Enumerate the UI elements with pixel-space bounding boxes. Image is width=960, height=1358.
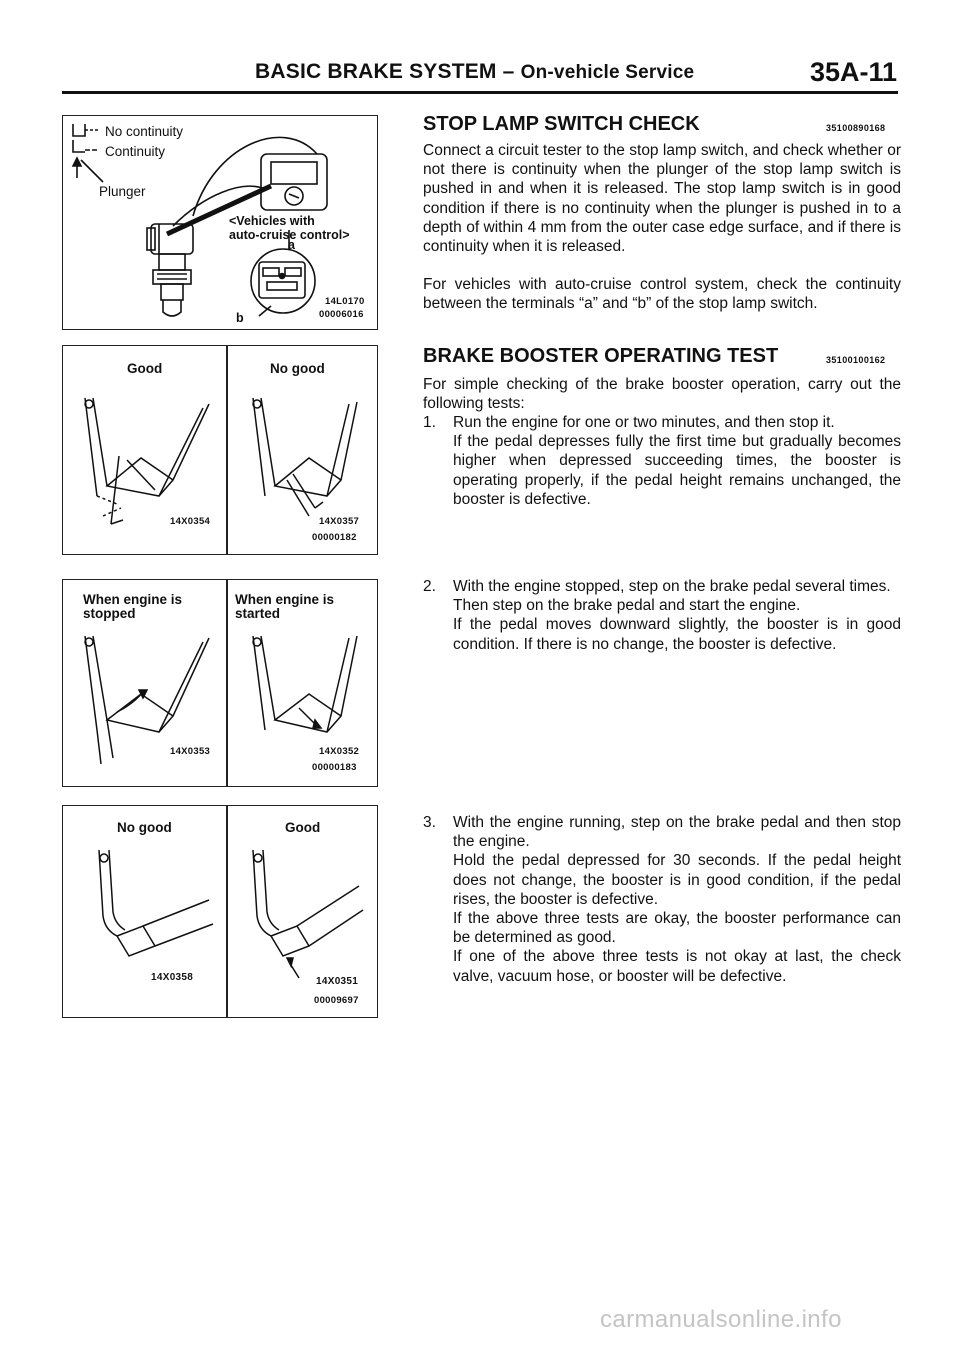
pedal3-right-code-2: 00009697 — [314, 995, 359, 1006]
legend-continuity: Continuity — [105, 144, 166, 159]
booster-heading: BRAKE BOOSTER OPERATING TEST — [423, 345, 779, 367]
step1-number: 1. — [423, 414, 436, 431]
step2-number: 2. — [423, 578, 436, 595]
stop-lamp-paragraph: Connect a circuit tester to the stop lamp switch, and check whether or not there is continuity when the plunger of the stop lamp switch is pushed in and when it is released. The stop lamp switch is in good condition if there is no continuity when the plunger is pushed in to a depth of within 4 mm from the outer case edge surface, and if there is continuity when it is released. — [423, 142, 901, 256]
pedal3-left-code: 14X0358 — [151, 972, 194, 983]
header-subtitle: On-vehicle Service — [520, 62, 695, 83]
step1-text — [453, 413, 901, 509]
terminal-a-label: a — [288, 238, 295, 252]
pedal2-right-label-2: started — [235, 606, 281, 621]
stop-lamp-paragraph-2: For vehicles with auto-cruise control system, check the continuity between the terminals “a” and “b” of the stop lamp switch. — [423, 276, 901, 313]
autocruise-label-line1: <Vehicles with — [229, 214, 315, 228]
pedal3-right-code: 14X0351 — [316, 976, 359, 987]
pedal2-left-label-2: stopped — [83, 606, 136, 621]
step2-text — [453, 577, 901, 654]
terminal-b-label: b — [236, 311, 244, 325]
watermark: carmanualsonline.info — [600, 1306, 842, 1333]
pedal3-left-label: No good — [117, 820, 172, 835]
stop-lamp-text-2 — [423, 275, 901, 313]
step3-a: With the engine running, step on the brake pedal and then stop the engine. — [453, 814, 901, 851]
pedal2-right-code-2: 00000183 — [312, 762, 357, 773]
header-title — [255, 60, 694, 84]
pedal1-right-code: 14X0357 — [319, 516, 360, 527]
page-number: 35A-11 — [810, 57, 898, 87]
autocruise-label-line2: auto-cruise control> — [229, 228, 350, 242]
legend-no-continuity: No continuity — [105, 124, 184, 139]
header-rule — [62, 91, 898, 94]
step2-a: With the engine stopped, step on the brake pedal several times. — [453, 578, 891, 595]
stop-lamp-text — [423, 141, 901, 256]
pedal2-left-code: 14X0353 — [170, 746, 211, 757]
booster-code: 35100100162 — [826, 355, 886, 365]
page-header — [0, 57, 960, 100]
stop-lamp-code: 35100890168 — [826, 123, 886, 133]
step3-number: 3. — [423, 814, 436, 831]
plunger-label: Plunger — [99, 184, 146, 199]
figure-pedal-good-nogood — [62, 345, 378, 555]
pedal1-left-label: Good — [127, 361, 163, 376]
stop-lamp-heading: STOP LAMP SWITCH CHECK — [423, 113, 700, 135]
step1-a: Run the engine for one or two minutes, and then stop it. — [453, 414, 835, 431]
pedal1-left-code: 14X0354 — [170, 516, 211, 527]
figure-code: 14L0170 — [325, 296, 365, 307]
figure-pedal-vacuum-hold — [62, 805, 378, 1018]
header-dash: – — [502, 60, 515, 83]
figure-code-2: 00006016 — [319, 309, 364, 320]
pedal1-right-label: No good — [270, 361, 325, 376]
figure-pedal-engine-state — [62, 579, 378, 787]
pedal2-left-label-1: When engine is — [83, 592, 183, 607]
step3-b: Hold the pedal depressed for 30 seconds. If the pedal height does not change, the booster is in good condition, if the pedal rises, the booster is defective. — [453, 852, 901, 908]
step1-b: If the pedal depresses fully the first time but gradually becomes higher when depressed succeeding times, the booster is operating properly, if the pedal height remains unchanged, the booster is defective. — [453, 433, 901, 508]
pedal2-right-label-1: When engine is — [235, 592, 335, 607]
pedal1-right-code-2: 00000182 — [312, 532, 357, 543]
step3-text — [453, 813, 901, 986]
step2-b: Then step on the brake pedal and start the engine. — [453, 597, 801, 615]
header-title-main: BASIC BRAKE SYSTEM — [255, 60, 497, 83]
step3-d: If one of the above three tests is not okay at last, the check valve, vacuum hose, or booster will be defective. — [453, 948, 901, 985]
figure-stop-lamp-switch — [62, 115, 378, 330]
pedal3-right-label: Good — [285, 820, 321, 835]
step3-c: If the above three tests are okay, the booster performance can be determined as good. — [453, 910, 901, 947]
booster-intro: For simple checking of the brake booster operation, carry out the following tests: — [423, 376, 901, 413]
step2-c: If the pedal moves downward slightly, the booster is in good condition. If there is no change, the booster is defective. — [453, 616, 901, 653]
pedal2-right-code: 14X0352 — [319, 746, 360, 757]
